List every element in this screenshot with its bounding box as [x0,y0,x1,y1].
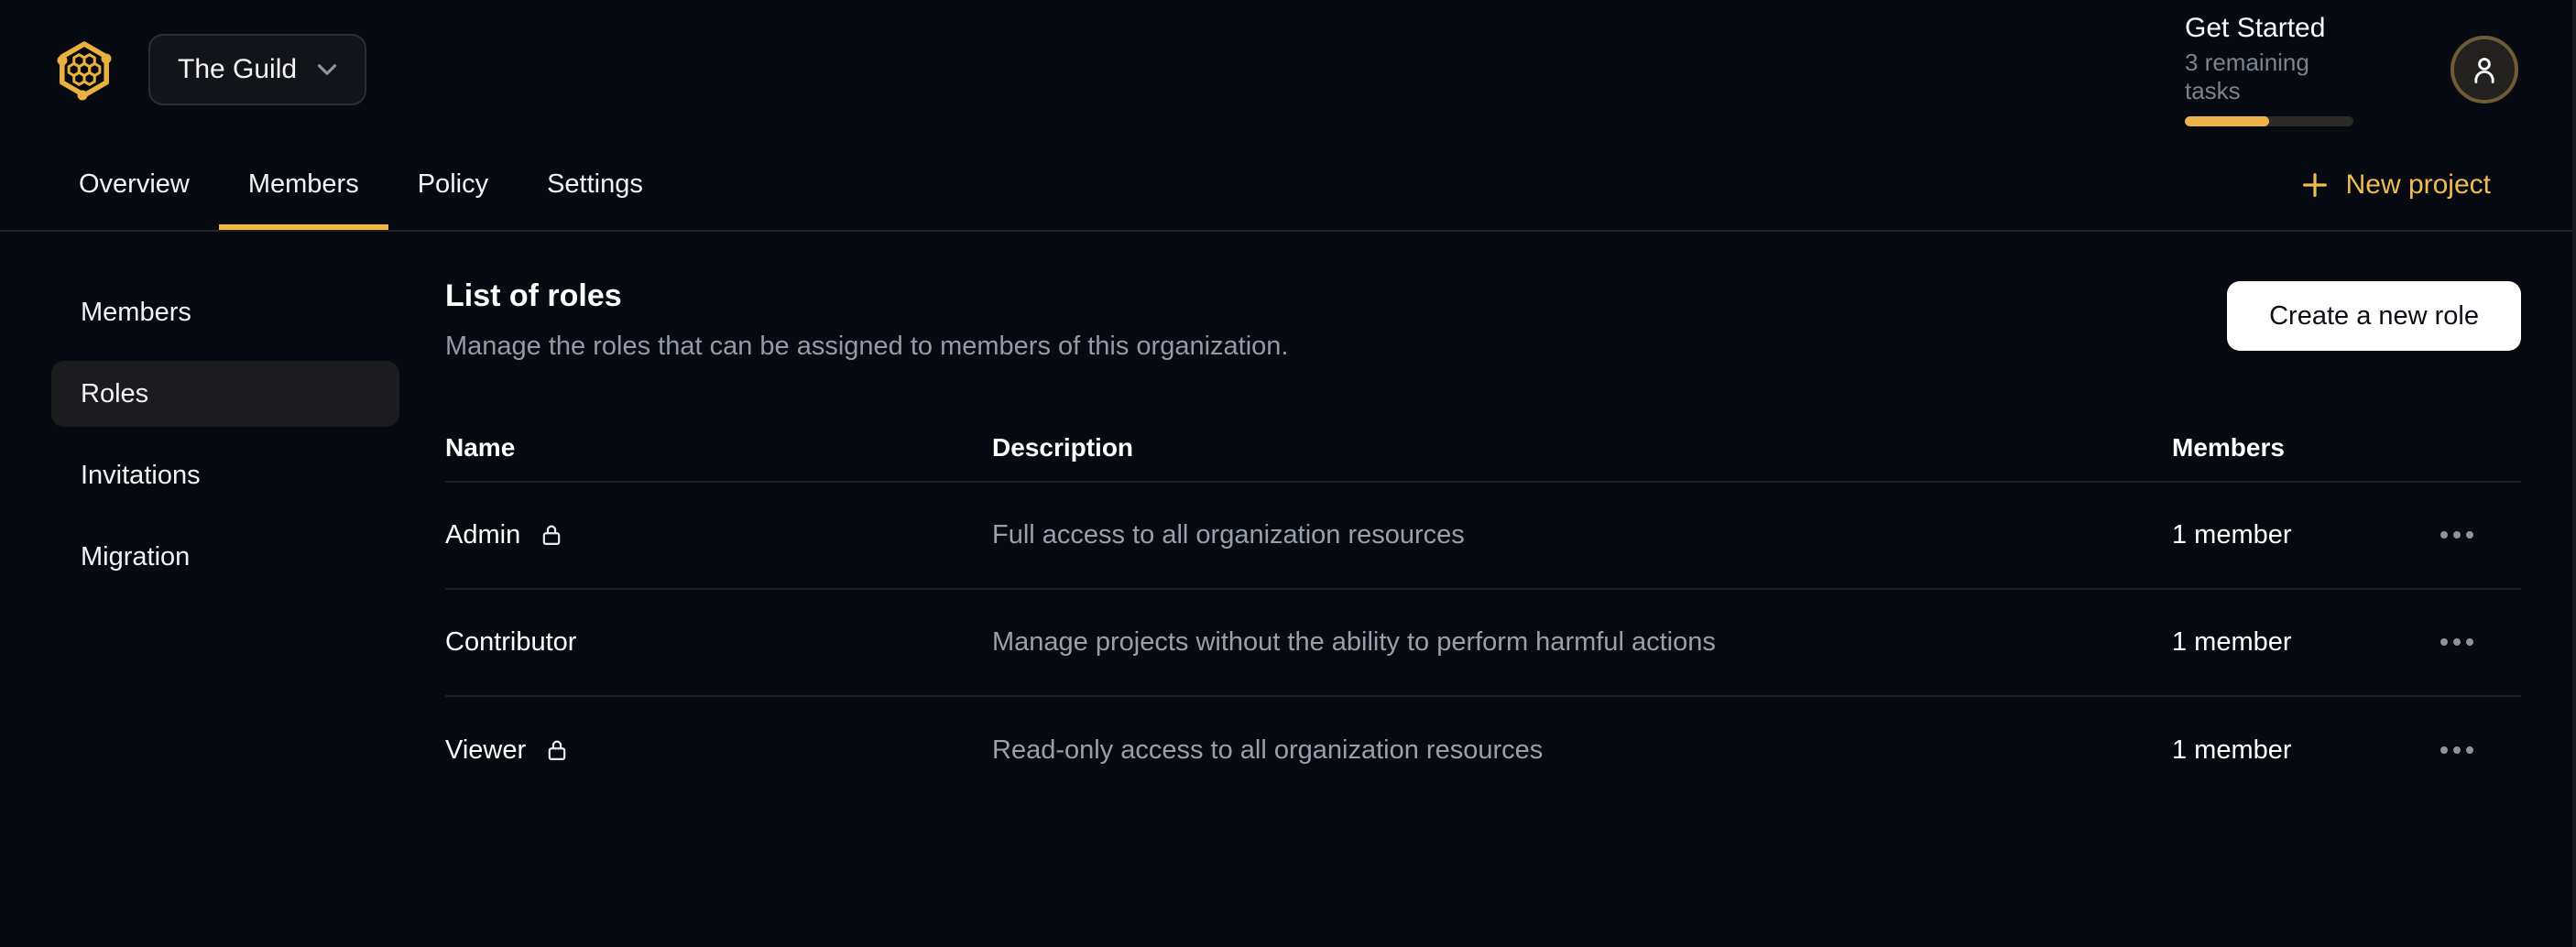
sidebar-item-roles[interactable] [51,361,399,427]
role-members-count: 1 member [2172,626,2292,657]
tab-label: Settings [547,169,643,199]
header-nav-row [0,139,2576,230]
tab-settings[interactable] [518,139,672,230]
table-row-viewer [445,697,2521,804]
hive-logo-icon[interactable] [55,38,114,101]
row-menu-button[interactable] [2437,737,2477,763]
role-description: Full access to all organization resources [992,519,1465,550]
user-avatar[interactable] [2450,36,2518,103]
sidebar-item-migration[interactable] [51,524,399,590]
plus-icon [2300,170,2330,200]
app-body [0,232,2576,804]
tab-label: Overview [79,169,190,199]
get-started-progress-fill [2185,116,2269,126]
roles-table [445,415,2521,804]
header-top-row [0,0,2576,139]
scrollbar-track[interactable] [2572,0,2576,947]
sidebar-item-invitations[interactable] [51,442,399,508]
lock-icon [539,521,564,549]
get-started-title: Get Started [2185,13,2326,43]
row-menu-button[interactable] [2437,522,2477,548]
org-switcher-button[interactable] [148,34,366,105]
tab-overview[interactable] [49,139,219,230]
tab-members[interactable] [219,139,388,230]
role-name: Admin [445,519,521,550]
new-project-label: New project [2345,169,2491,200]
roles-table-header [445,415,2521,483]
tab-policy[interactable] [388,139,518,230]
org-tabs [49,139,672,230]
column-header-name: Name [445,432,516,462]
org-name-label: The Guild [178,54,298,84]
role-description: Manage projects without the ability to perform harmful actions [992,626,1716,657]
get-started-progress-bar [2185,116,2353,126]
chevron-down-icon [317,63,337,76]
roles-page [399,232,2576,804]
new-project-button[interactable] [2300,169,2491,201]
create-role-button[interactable]: Create a new role [2227,281,2521,351]
page-head [445,278,2521,362]
person-icon [2467,51,2502,88]
page-subtitle: Manage the roles that can be assigned to members of this organization. [445,331,1289,361]
page-title: List of roles [445,278,622,313]
row-menu-button[interactable] [2437,629,2477,655]
get-started-remaining-tasks: 3 remaining tasks [2185,49,2309,104]
table-row-admin [445,483,2521,590]
role-members-count: 1 member [2172,735,2292,765]
sidebar-item-members[interactable] [51,279,399,345]
tab-label: Members [247,169,359,199]
page-head-text [445,278,1288,362]
tab-label: Policy [417,169,489,199]
get-started-widget[interactable] [2185,13,2359,126]
role-name: Viewer [445,735,527,765]
sidebar-item-label: Members [81,297,191,327]
table-row-contributor [445,590,2521,697]
sidebar-item-label: Migration [81,541,191,571]
sidebar-item-label: Roles [81,378,149,408]
column-header-members: Members [2172,432,2285,462]
role-members-count: 1 member [2172,519,2292,550]
org-header [0,0,2576,232]
members-sidebar [51,232,399,605]
role-description: Read-only access to all organization resources [992,735,1544,765]
column-header-description: Description [992,432,1134,462]
lock-icon [544,736,570,764]
role-name: Contributor [445,626,577,657]
sidebar-item-label: Invitations [81,460,201,490]
roles-table-body [445,483,2521,804]
